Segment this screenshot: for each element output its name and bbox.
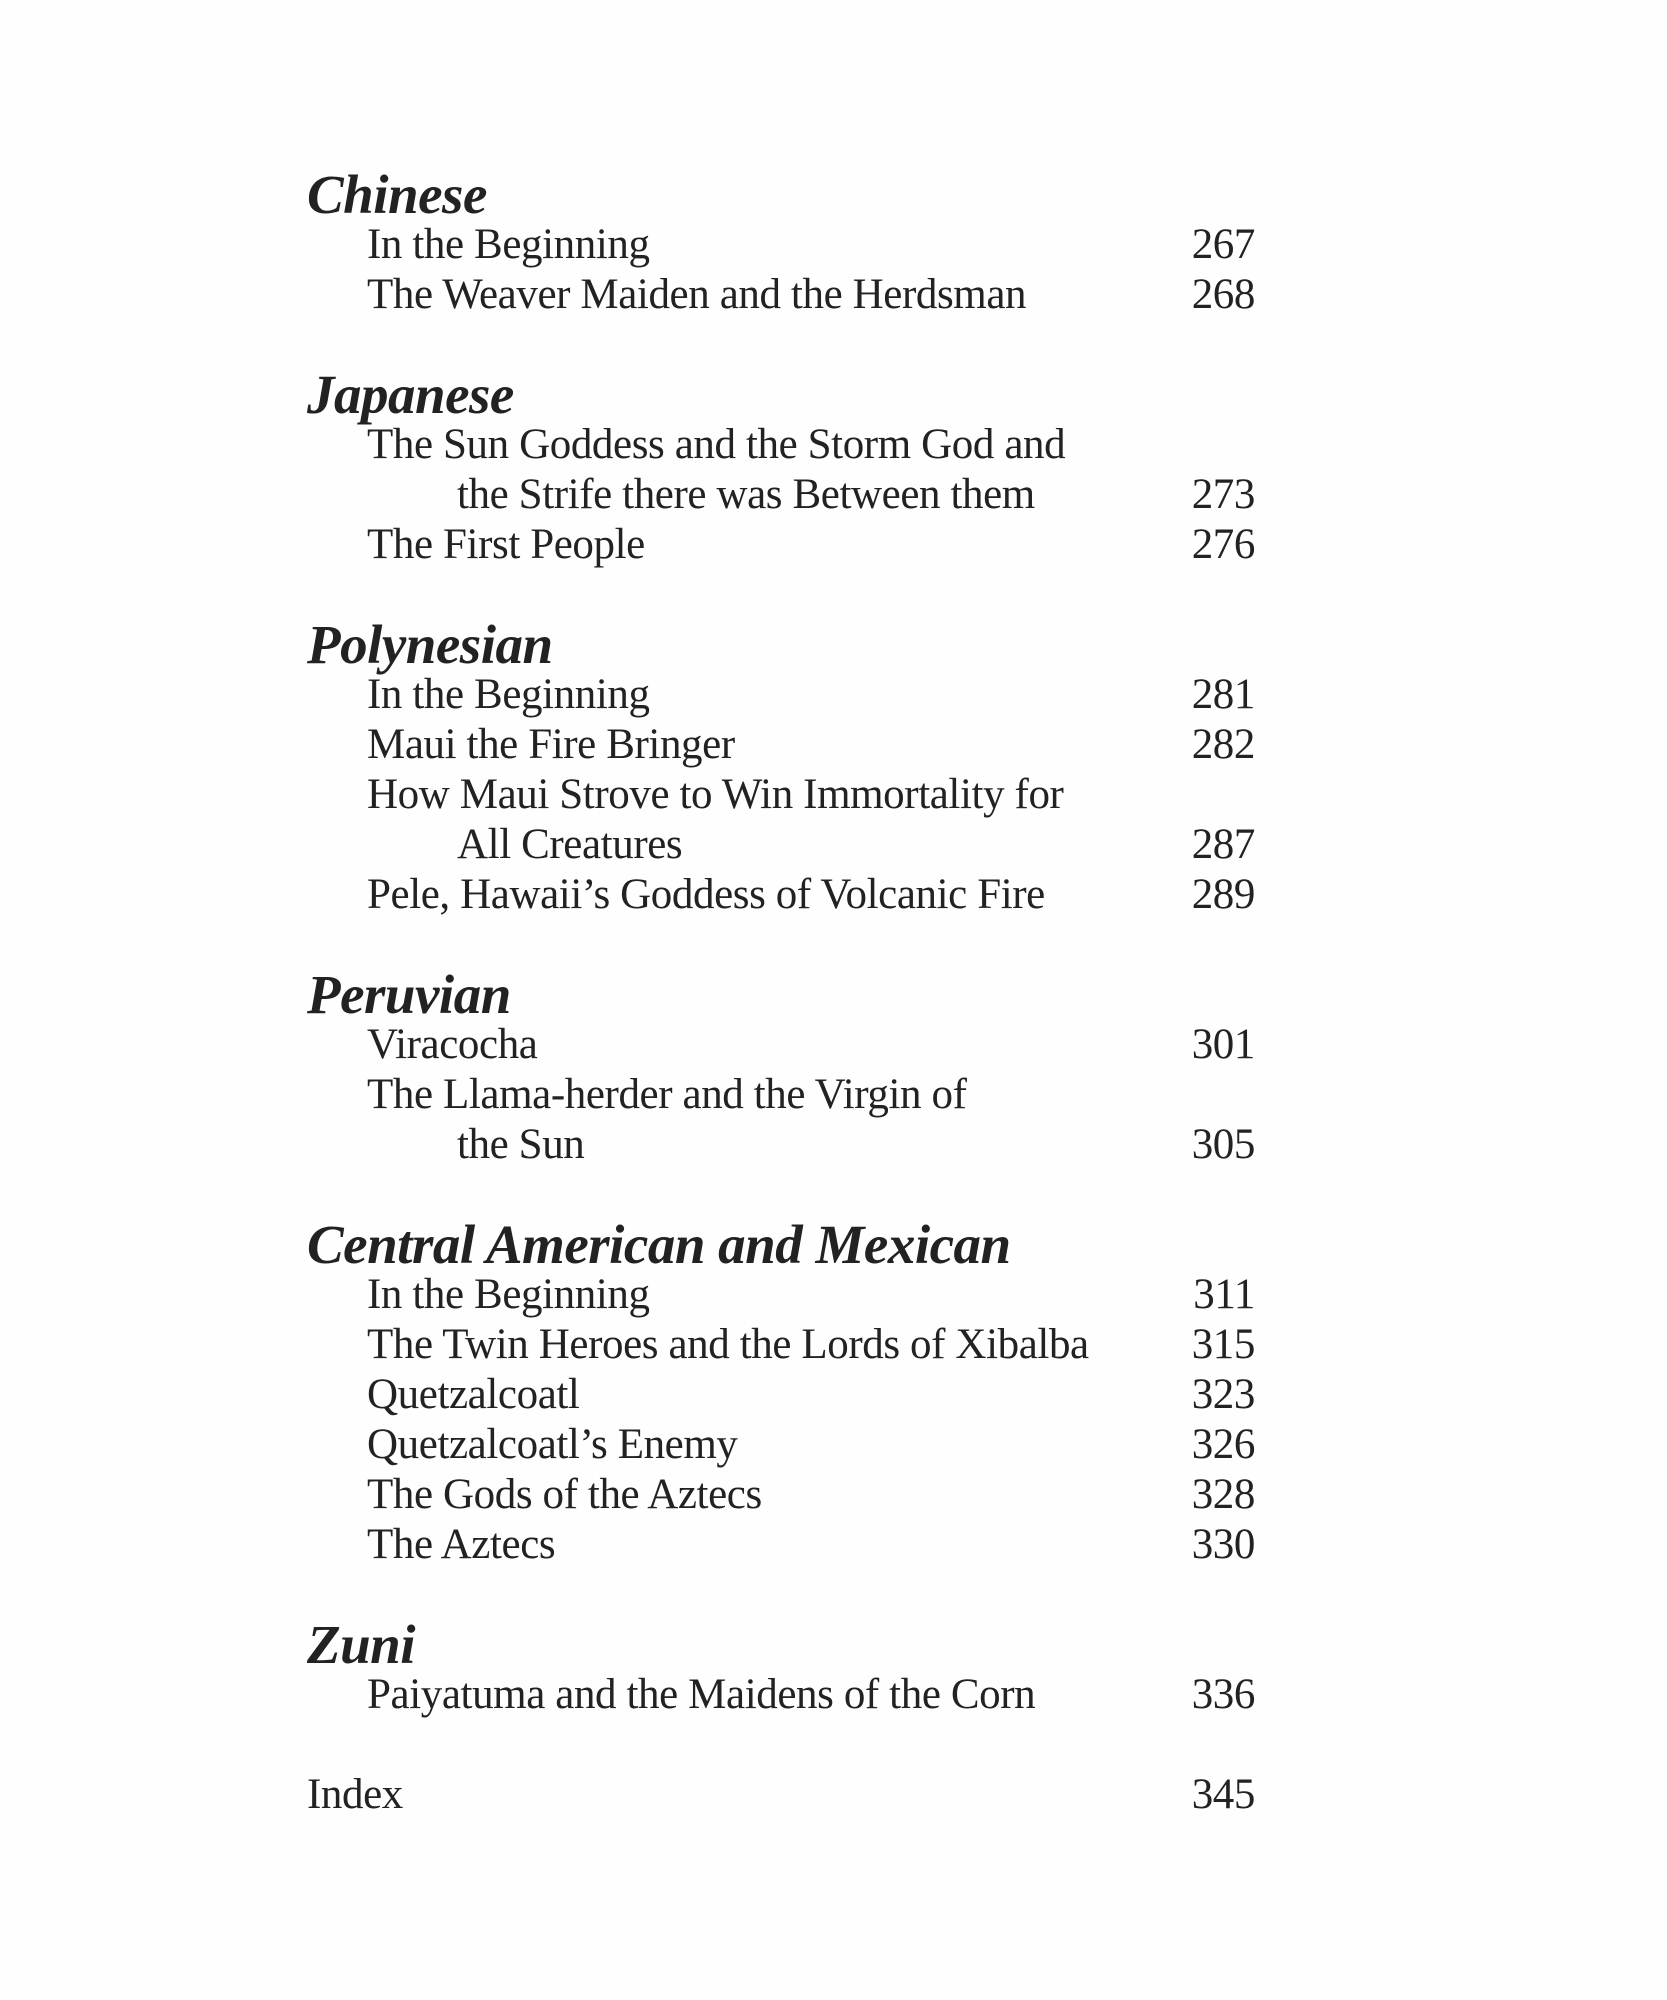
entry-title: Quetzalcoatl <box>367 1371 580 1418</box>
index-row <box>307 1770 1255 1820</box>
index-label: Index <box>307 1771 403 1818</box>
entry-page-number: 330 <box>1191 1521 1255 1568</box>
toc-entry-line <box>307 220 1255 270</box>
entry-title: Paiyatuma and the Maidens of the Corn <box>367 1671 1036 1718</box>
entry-page-number: 323 <box>1191 1371 1255 1418</box>
toc-entry-line <box>307 1670 1255 1720</box>
toc-entry-line <box>307 1020 1255 1070</box>
entry-title: Viracocha <box>367 1021 538 1068</box>
toc-entry-line <box>307 820 1255 870</box>
entry-title: The First People <box>367 521 645 568</box>
entry-title: How Maui Strove to Win Immortality for <box>367 771 1064 818</box>
entry-page-number: 326 <box>1191 1421 1255 1468</box>
toc-entry-line <box>307 1270 1255 1320</box>
entry-title: The Weaver Maiden and the Herdsman <box>367 271 1027 318</box>
section-heading-row <box>307 964 1255 1025</box>
entry-page-number: 276 <box>1191 521 1255 568</box>
toc-entry-line <box>307 1320 1255 1370</box>
section-heading-row <box>307 364 1255 425</box>
entry-page-number: 287 <box>1191 821 1255 868</box>
section-heading-row <box>307 614 1255 675</box>
entry-page-number: 281 <box>1191 671 1255 718</box>
entry-page-number: 267 <box>1191 221 1255 268</box>
entry-page-number: 305 <box>1191 1121 1255 1168</box>
entry-page-number: 273 <box>1191 471 1255 518</box>
toc-entry-line <box>307 1520 1255 1570</box>
toc-entry-line <box>307 770 1255 820</box>
entry-title: Quetzalcoatl’s Enemy <box>367 1421 738 1468</box>
entry-title: In the Beginning <box>367 671 650 718</box>
entry-page-number: 328 <box>1191 1471 1255 1518</box>
entry-title: The Twin Heroes and the Lords of Xibalba <box>367 1321 1089 1368</box>
toc-entry-line <box>307 1120 1255 1170</box>
entry-title: Maui the Fire Bringer <box>367 721 735 768</box>
entry-title: The Gods of the Aztecs <box>367 1471 762 1518</box>
toc-entry-line <box>307 270 1255 320</box>
toc-entry-line <box>307 420 1255 470</box>
table-of-contents <box>307 164 1255 1820</box>
entry-page-number: 311 <box>1193 1271 1255 1318</box>
toc-entry-line <box>307 520 1255 570</box>
entry-page-number: 301 <box>1191 1021 1255 1068</box>
section-heading: Polynesian <box>307 614 553 675</box>
entry-title: The Sun Goddess and the Storm God and <box>367 421 1066 468</box>
entry-title: the Strife there was Between them <box>457 471 1035 518</box>
section-heading-row <box>307 1614 1255 1675</box>
toc-entry-line <box>307 870 1255 920</box>
entry-title: the Sun <box>457 1121 585 1168</box>
section-heading: Chinese <box>307 164 487 225</box>
toc-entry-line <box>307 1370 1255 1420</box>
entry-title: All Creatures <box>457 821 683 868</box>
section-heading: Zuni <box>307 1614 416 1675</box>
toc-entry-line <box>307 670 1255 720</box>
entry-title: In the Beginning <box>367 221 650 268</box>
toc-entry-line <box>307 1420 1255 1470</box>
toc-entry-line <box>307 1470 1255 1520</box>
section-heading: Central American and Mexican <box>307 1214 1011 1275</box>
section-heading-row <box>307 164 1255 225</box>
entry-page-number: 336 <box>1191 1671 1255 1718</box>
entry-page-number: 268 <box>1191 271 1255 318</box>
entry-page-number: 289 <box>1191 871 1255 918</box>
entry-title: Pele, Hawaii’s Goddess of Volcanic Fire <box>367 871 1045 918</box>
toc-entry-line <box>307 720 1255 770</box>
entry-title: The Aztecs <box>367 1521 556 1568</box>
entry-title: The Llama-herder and the Virgin of <box>367 1071 967 1118</box>
section-heading-row <box>307 1214 1255 1275</box>
entry-page-number: 315 <box>1191 1321 1255 1368</box>
entry-page-number: 282 <box>1191 721 1255 768</box>
section-heading: Japanese <box>307 364 514 425</box>
section-heading: Peruvian <box>307 964 511 1025</box>
index-page-number: 345 <box>1191 1771 1255 1818</box>
toc-entry-line <box>307 1070 1255 1120</box>
toc-entry-line <box>307 470 1255 520</box>
entry-title: In the Beginning <box>367 1271 650 1318</box>
